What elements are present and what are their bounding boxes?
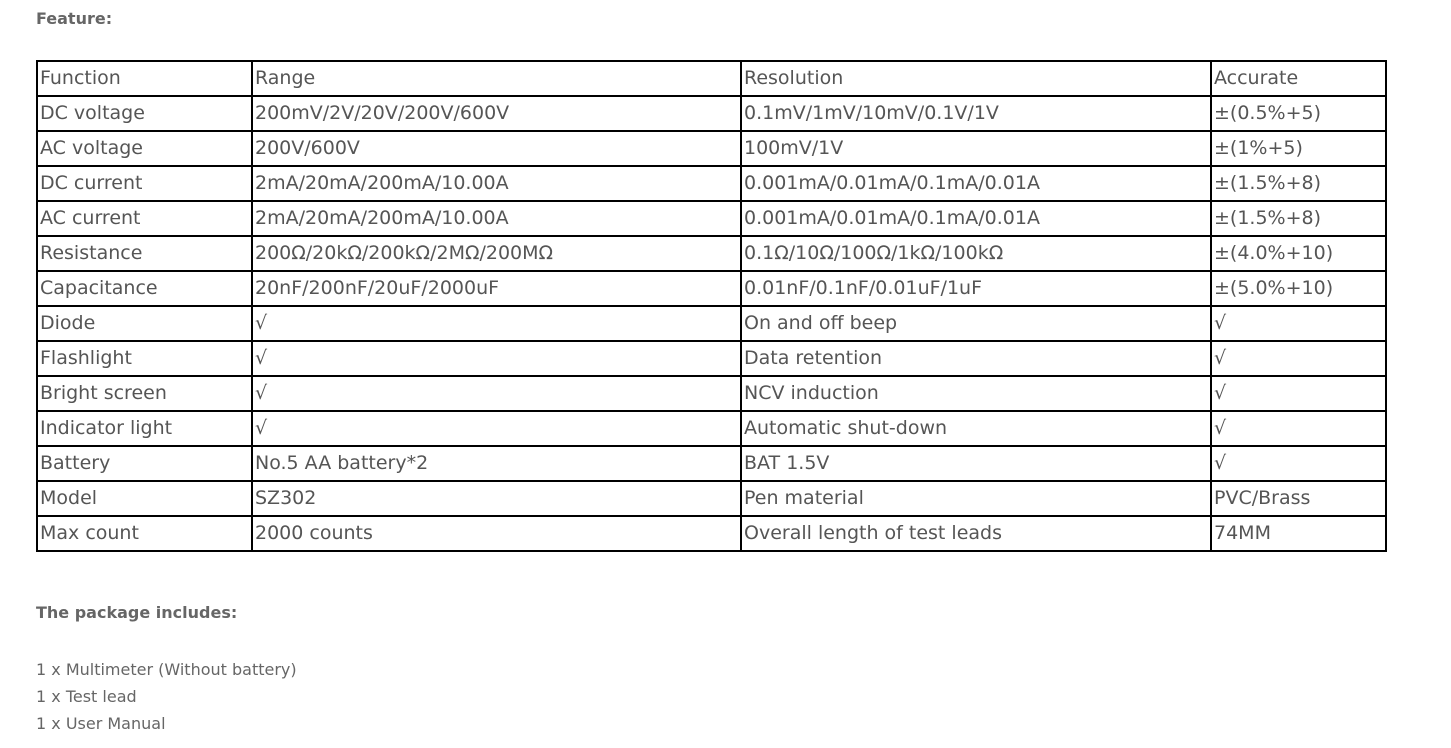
table-row — [37, 166, 1386, 201]
table-row — [37, 341, 1386, 376]
table-cell: 0.1mV/1mV/10mV/0.1V/1V — [741, 96, 1211, 131]
table-cell: √ — [1211, 306, 1386, 341]
table-row — [37, 96, 1386, 131]
table-cell: Range — [252, 61, 741, 96]
table-cell: NCV induction — [741, 376, 1211, 411]
table-cell: ±(0.5%+5) — [1211, 96, 1386, 131]
table-cell: 100mV/1V — [741, 131, 1211, 166]
table-cell: √ — [1211, 376, 1386, 411]
table-cell: ±(1.5%+8) — [1211, 166, 1386, 201]
table-cell: Max count — [37, 516, 252, 551]
table-cell: 200V/600V — [252, 131, 741, 166]
table-cell: Capacitance — [37, 271, 252, 306]
table-cell: 200Ω/20kΩ/200kΩ/2MΩ/200MΩ — [252, 236, 741, 271]
table-cell: Pen material — [741, 481, 1211, 516]
table-cell: AC current — [37, 201, 252, 236]
table-cell: Overall length of test leads — [741, 516, 1211, 551]
table-cell: 0.001mA/0.01mA/0.1mA/0.01A — [741, 166, 1211, 201]
list-item: 1 x User Manual — [36, 714, 166, 733]
table-cell: 0.1Ω/10Ω/100Ω/1kΩ/100kΩ — [741, 236, 1211, 271]
table-row — [37, 446, 1386, 481]
package-list — [36, 656, 297, 737]
table-cell: Data retention — [741, 341, 1211, 376]
table-cell: 20nF/200nF/20uF/2000uF — [252, 271, 741, 306]
table-cell: 0.001mA/0.01mA/0.1mA/0.01A — [741, 201, 1211, 236]
list-item: 1 x Test lead — [36, 687, 137, 706]
table-row — [37, 306, 1386, 341]
table-cell: ±(1%+5) — [1211, 131, 1386, 166]
table-cell: PVC/Brass — [1211, 481, 1386, 516]
package-heading: The package includes: — [36, 603, 238, 622]
spec-table-body — [37, 61, 1386, 551]
table-cell: Bright screen — [37, 376, 252, 411]
table-cell: Function — [37, 61, 252, 96]
table-cell: Model — [37, 481, 252, 516]
table-cell: ±(1.5%+8) — [1211, 201, 1386, 236]
table-cell: 2mA/20mA/200mA/10.00A — [252, 201, 741, 236]
table-cell: Diode — [37, 306, 252, 341]
table-cell: √ — [1211, 446, 1386, 481]
table-cell: 200mV/2V/20V/200V/600V — [252, 96, 741, 131]
feature-heading: Feature: — [36, 9, 113, 28]
spec-table — [36, 60, 1387, 552]
table-row — [37, 236, 1386, 271]
table-cell: No.5 AA battery*2 — [252, 446, 741, 481]
table-row — [37, 201, 1386, 236]
table-cell: DC current — [37, 166, 252, 201]
table-cell: On and off beep — [741, 306, 1211, 341]
table-cell: Battery — [37, 446, 252, 481]
table-cell: 2mA/20mA/200mA/10.00A — [252, 166, 741, 201]
table-cell: √ — [252, 306, 741, 341]
table-cell: 0.01nF/0.1nF/0.01uF/1uF — [741, 271, 1211, 306]
table-cell: Indicator light — [37, 411, 252, 446]
table-row — [37, 131, 1386, 166]
table-cell: AC voltage — [37, 131, 252, 166]
table-cell: Resolution — [741, 61, 1211, 96]
table-cell: Flashlight — [37, 341, 252, 376]
table-cell: ±(5.0%+10) — [1211, 271, 1386, 306]
table-cell: Resistance — [37, 236, 252, 271]
table-row — [37, 376, 1386, 411]
table-cell: BAT 1.5V — [741, 446, 1211, 481]
table-cell: Accurate — [1211, 61, 1386, 96]
table-row — [37, 61, 1386, 96]
table-row — [37, 271, 1386, 306]
table-cell: √ — [252, 411, 741, 446]
table-cell: √ — [1211, 341, 1386, 376]
table-row — [37, 481, 1386, 516]
table-cell: 2000 counts — [252, 516, 741, 551]
table-cell: 74MM — [1211, 516, 1386, 551]
table-row — [37, 411, 1386, 446]
table-cell: √ — [252, 341, 741, 376]
table-cell: SZ302 — [252, 481, 741, 516]
list-item: 1 x Multimeter (Without battery) — [36, 660, 297, 679]
table-cell: ±(4.0%+10) — [1211, 236, 1386, 271]
table-row — [37, 516, 1386, 551]
table-cell: √ — [1211, 411, 1386, 446]
table-cell: √ — [252, 376, 741, 411]
table-cell: DC voltage — [37, 96, 252, 131]
table-cell: Automatic shut-down — [741, 411, 1211, 446]
